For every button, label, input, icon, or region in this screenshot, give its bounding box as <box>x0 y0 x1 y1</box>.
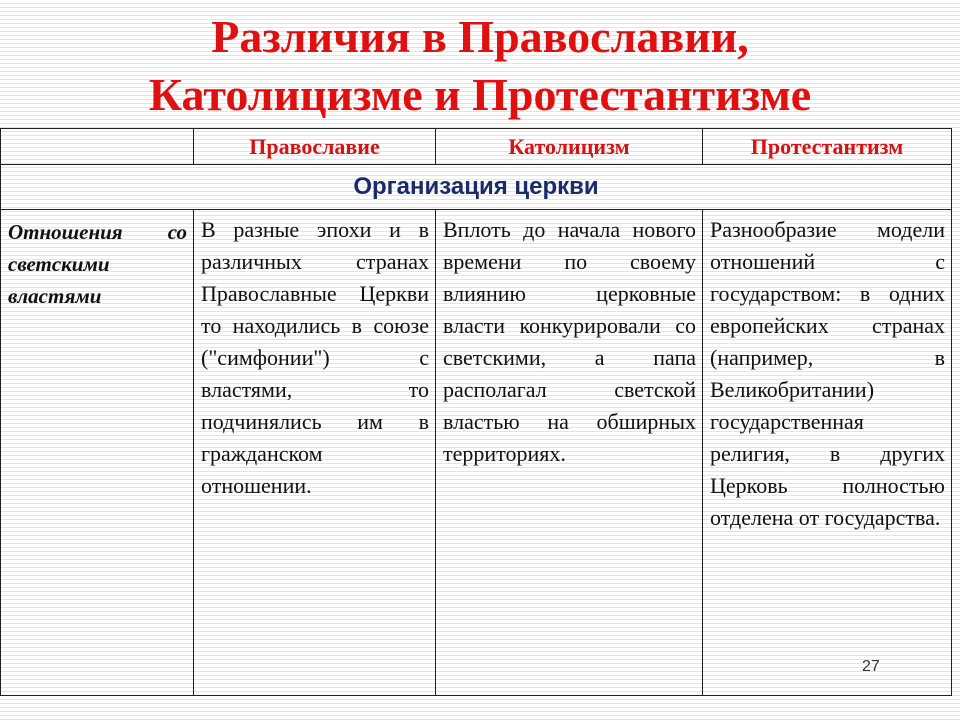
row-label-cell <box>1 210 194 696</box>
cell-orthodoxy-text: В разные эпохи и в различных странах Православные Церкви то находились в союзе ("симфонии") с властями, то подчинялись им в гражданском отношении. <box>201 217 429 498</box>
column-header-label: Православие <box>249 133 380 159</box>
cell-protestantism-text: Разнообразие модели отношений с государством: в одних европейских странах (например, в Великобритании) государственная религия, в других Церковь полностью отделена от государства. <box>710 217 945 530</box>
comparison-table <box>0 128 952 696</box>
header-empty-cell <box>1 129 194 165</box>
cell-protestantism <box>703 210 952 696</box>
section-cell <box>1 165 952 210</box>
header-catholicism <box>436 129 703 165</box>
cell-orthodoxy <box>194 210 436 696</box>
section-title: Организация церкви <box>353 173 599 200</box>
page-number: 27 <box>862 658 880 675</box>
slide-title <box>0 8 960 124</box>
table-row <box>1 210 952 696</box>
title-line-1: Различия в Православии, <box>211 11 749 62</box>
row-label: Отношения со светскими властями <box>8 220 187 308</box>
header-protestantism <box>703 129 952 165</box>
comparison-table-wrapper <box>0 128 960 698</box>
column-header-label: Протестантизм <box>750 133 904 159</box>
header-orthodoxy <box>194 129 436 165</box>
title-line-2: Католицизме и Протестантизме <box>148 69 812 120</box>
section-row <box>1 165 952 210</box>
cell-catholicism-text: Вплоть до начала нового времени по своему влиянию церковные власти конкурировали со светскими, а папа располагал светской властью на обширных территориях. <box>443 217 696 466</box>
cell-catholicism <box>436 210 703 696</box>
table-header-row <box>1 129 952 165</box>
column-header-label: Католицизм <box>508 133 630 159</box>
